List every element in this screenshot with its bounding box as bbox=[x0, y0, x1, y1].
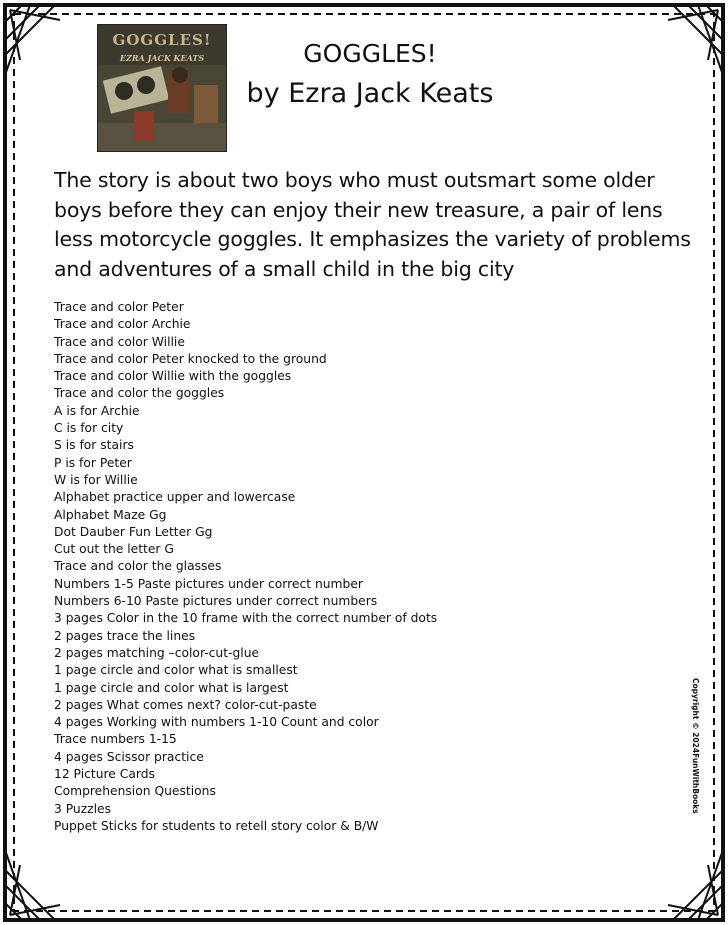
list-item: Trace and color the goggles bbox=[54, 386, 225, 401]
list-item: Numbers 6-10 Paste pictures under correct numbers bbox=[54, 594, 378, 609]
list-item: Numbers 1-5 Paste pictures under correct number bbox=[54, 576, 363, 591]
list-item: W is for Willie bbox=[54, 472, 138, 487]
list-item: P is for Peter bbox=[54, 455, 132, 470]
list-item: Puppet Sticks for students to retell story color & B/W bbox=[54, 818, 379, 833]
list-item: 1 page circle and color what is largest bbox=[54, 680, 289, 695]
book-cover-image bbox=[97, 24, 227, 152]
list-item: Trace and color Willie bbox=[54, 334, 185, 349]
list-item: 2 pages trace the lines bbox=[54, 628, 196, 643]
cover-illustration bbox=[98, 65, 226, 151]
contents-list bbox=[54, 299, 437, 835]
author-line: by Ezra Jack Keats bbox=[246, 78, 494, 109]
list-item: 4 pages Working with numbers 1-10 Count and color bbox=[54, 715, 379, 730]
list-item: Trace and color Peter knocked to the ground bbox=[54, 351, 327, 366]
cover-author: EZRA JACK KEATS bbox=[119, 53, 205, 63]
list-item: Cut out the letter G bbox=[54, 542, 174, 557]
list-item: 4 pages Scissor practice bbox=[54, 749, 204, 764]
list-item: 3 pages Color in the 10 frame with the correct number of dots bbox=[54, 611, 438, 626]
list-item: A is for Archie bbox=[54, 403, 140, 418]
cover-title: GOGGLES! bbox=[112, 31, 212, 49]
list-item: S is for stairs bbox=[54, 438, 134, 453]
copyright-text: Copyright © 2024FunWithBooks bbox=[691, 678, 700, 814]
list-item: Alphabet Maze Gg bbox=[54, 507, 167, 522]
list-item: Trace and color Peter bbox=[54, 300, 184, 314]
list-item: Trace numbers 1-15 bbox=[54, 732, 177, 747]
book-title-block bbox=[240, 34, 500, 114]
list-item: Dot Dauber Fun Letter Gg bbox=[54, 524, 213, 539]
list-item: Comprehension Questions bbox=[54, 784, 216, 799]
list-item: 12 Picture Cards bbox=[54, 767, 155, 782]
list-item: C is for city bbox=[54, 421, 124, 436]
list-item: Trace and color Archie bbox=[54, 317, 191, 332]
copyright-notice bbox=[691, 678, 714, 814]
story-summary: The story is about two boys who must outsmart some older boys before they can enjoy their new treasure, a pair of lens less motorcycle goggles. It emphasizes the variety of problems and adventures of a small child in the big city bbox=[54, 168, 691, 281]
page-title: GOGGLES! bbox=[303, 39, 437, 68]
list-item: 2 pages matching –color-cut-glue bbox=[54, 645, 260, 660]
list-item: Alphabet practice upper and lowercase bbox=[54, 490, 296, 505]
list-item: Trace and color the glasses bbox=[54, 559, 222, 574]
list-item: Trace and color Willie with the goggles bbox=[54, 369, 292, 384]
list-item: 3 Puzzles bbox=[54, 801, 112, 816]
list-item: 2 pages What comes next? color-cut-paste bbox=[54, 697, 317, 712]
list-item: 1 page circle and color what is smallest bbox=[54, 663, 298, 678]
